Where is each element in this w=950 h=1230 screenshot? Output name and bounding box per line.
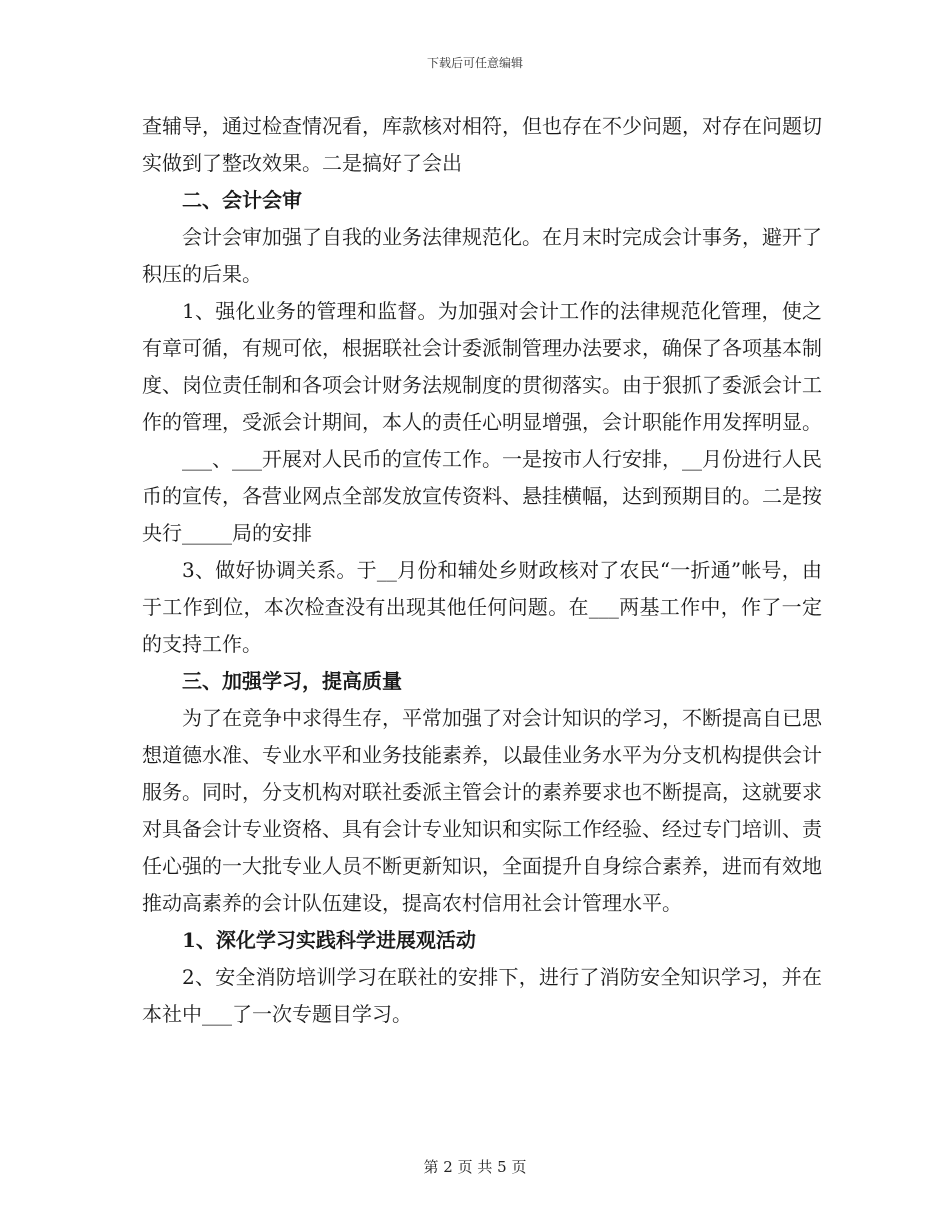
paragraph: 1、强化业务的管理和监督。为加强对会计工作的法律规范化管理，使之有章可循，有规可依，根据联社会计委派制管理办法要求，确保了各项基本制度、岗位责任制和各项会计财务法规制度的贯彻落实。由于狠抓了委派会计工作的管理，受派会计期间，本人的责任心明显增强，会计职能作用发挥明显。 [142, 299, 822, 434]
section-heading-2: 二、会计会审 [182, 188, 302, 212]
paragraph: 2、安全消防培训学习在联社的安排下，进行了消防安全知识学习，并在本社中___了一次专题目学习。 [142, 965, 822, 1026]
paragraph: 为了在竞争中求得生存，平常加强了对会计知识的学习，不断提高自已思想道德水准、专业水平和业务技能素养，以最佳业务水平为分支机构提供会计服务。同时，分支机构对联社委派主管会计的素养要求也不断提高，这就要求对具备会计专业资格、具有会计专业知识和实际工作经验、经过专门培训、责任心强的一大批专业人员不断更新知识，全面提升自身综合素养，进而有效地推动高素养的会计队伍建设，提高农村信用社会计管理水平。 [142, 706, 822, 915]
section-heading-3: 三、加强学习，提高质量 [182, 669, 402, 693]
paragraph-continuation: 查辅导，通过检查情况看，库款核对相符，但也存在不少问题，对存在问题切实做到了整改效果。二是搞好了会出 [142, 114, 822, 175]
subheading: 1、深化学习实践科学进展观活动 [182, 928, 476, 952]
paragraph: ___、___开展对人民币的宣传工作。一是按市人行安排，__月份进行人民币的宣传，各营业网点全部发放宣传资料、悬挂横幅，达到预期目的。二是按央行_____局的安排 [142, 447, 822, 545]
paragraph: 3、做好协调关系。于__月份和辅处乡财政核对了农民“一折通”帐号，由于工作到位，本次检查没有出现其他任何问题。在___两基工作中，作了一定的支持工作。 [142, 558, 822, 656]
paragraph: 会计会审加强了自我的业务法律规范化。在月末时完成会计事务，避开了积压的后果。 [142, 225, 822, 286]
page-number: 第 2 页 共 5 页 [423, 1158, 527, 1176]
page-header: 下载后可任意编辑 [426, 56, 523, 70]
document-body [142, 108, 822, 1033]
